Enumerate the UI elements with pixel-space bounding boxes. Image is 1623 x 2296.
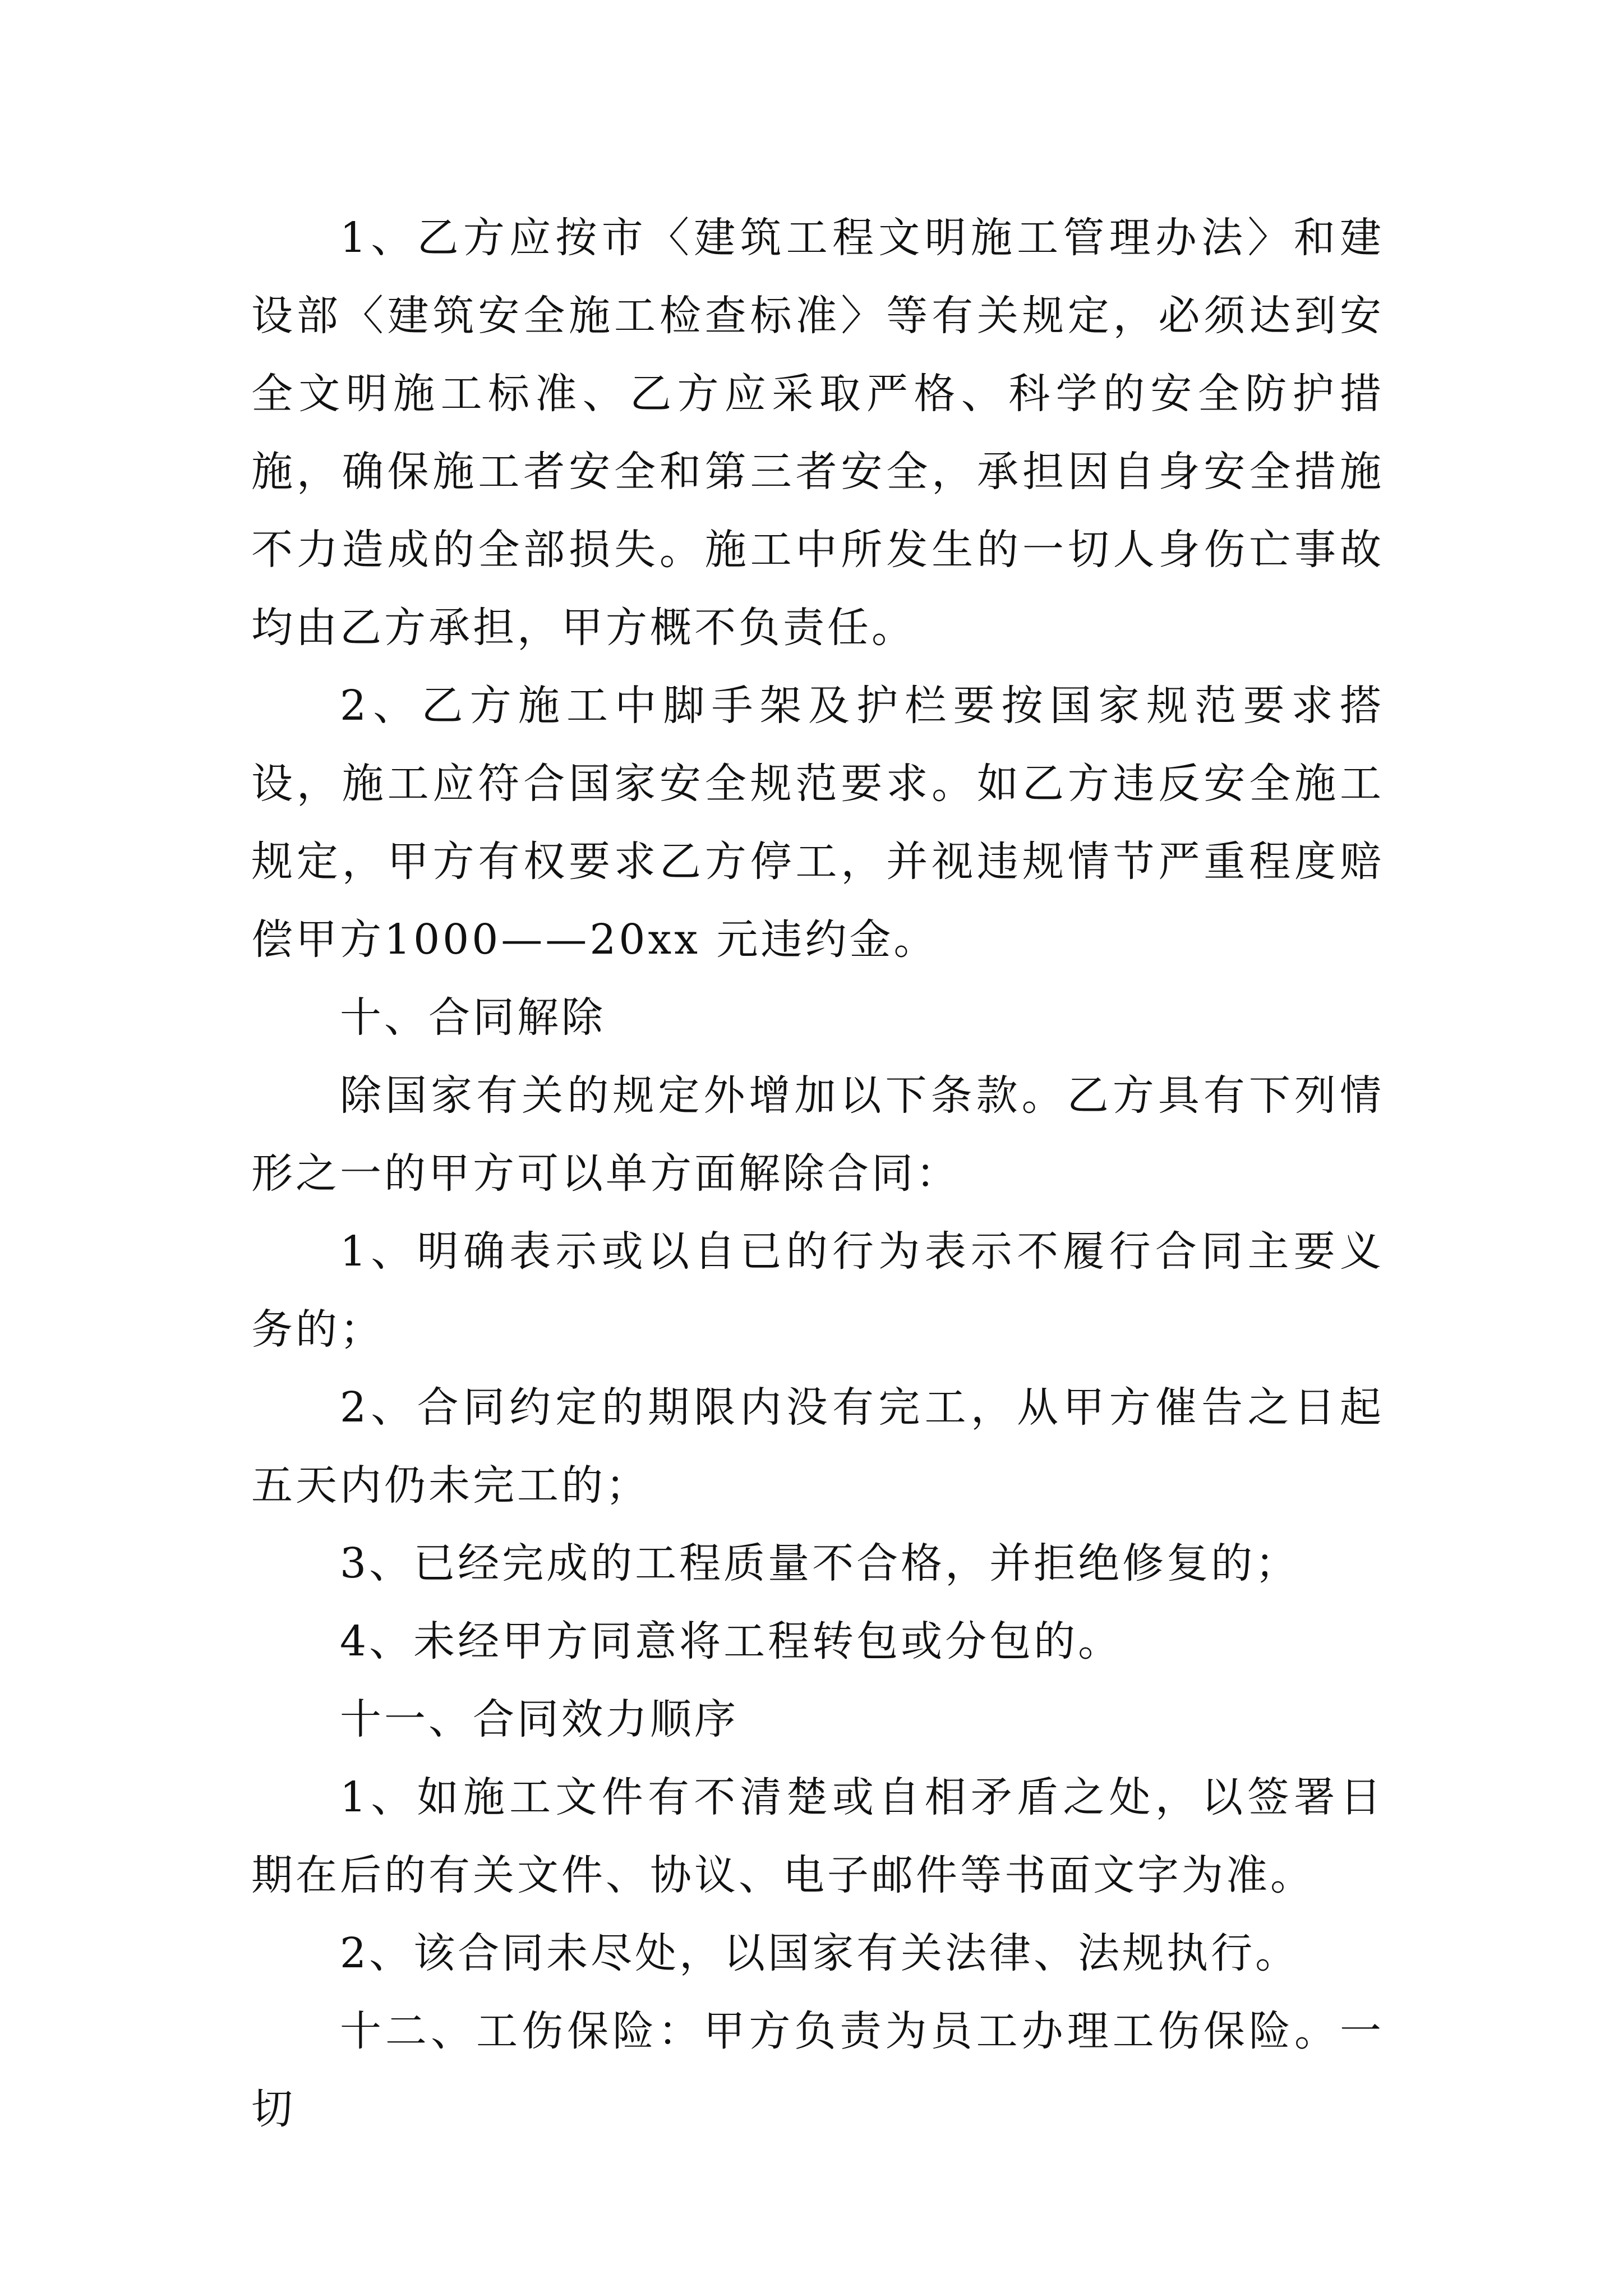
clause-paragraph: 3、已经完成的工程质量不合格，并拒绝修复的；: [340, 1539, 1300, 1588]
clause-paragraph: 1、乙方应按市〈建筑工程文明施工管理办法〉和建设部〈建筑安全施工检查标准〉等有关规定，必须达到安全文明施工标准、乙方应采取严格、科学的安全防护措施，确保施工者安全和第三者安全，承担因自身安全措施不力造成的全部损失。施工中所发生的一切人身伤亡事故均由乙方承担，甲方概不负责任。: [251, 214, 1384, 652]
clause-paragraph: 2、合同约定的期限内没有完工，从甲方催告之日起 五天内仍未完工的；: [251, 1383, 1384, 1510]
clause-paragraph: 2、乙方施工中脚手架及护栏要按国家规范要求搭设，施工应符合国家安全规范要求。如乙方违反安全施工规定，甲方有权要求乙方停工，并视违规情节严重程度赔偿甲方1000——20xx 元违约金。: [251, 682, 1384, 964]
section-heading: 十二、工伤保险：甲方负责为员工办理工伤保险。一切: [251, 2007, 1384, 2133]
clause-paragraph: 除国家有关的规定外增加以下条款。乙方具有下列情形之一的甲方可以单方面解除合同：: [251, 1071, 1384, 1198]
document-body: [251, 199, 1384, 2148]
clause-paragraph: 1、明确表示或以自已的行为表示不履行合同主要义务的；: [251, 1227, 1384, 1354]
clause-paragraph: 2、该合同未尽处，以国家有关法律、法规执行。: [340, 1929, 1300, 1977]
clause-paragraph: 4、未经甲方同意将工程转包或分包的。: [340, 1617, 1123, 1665]
section-heading: 十一、合同效力顺序: [340, 1695, 739, 1743]
section-heading: 十、合同解除: [340, 993, 606, 1042]
clause-paragraph: 1、如施工文件有不清楚或自相矛盾之处，以签署日期在后的有关文件、协议、电子邮件等书面文字为准。: [251, 1773, 1384, 1899]
